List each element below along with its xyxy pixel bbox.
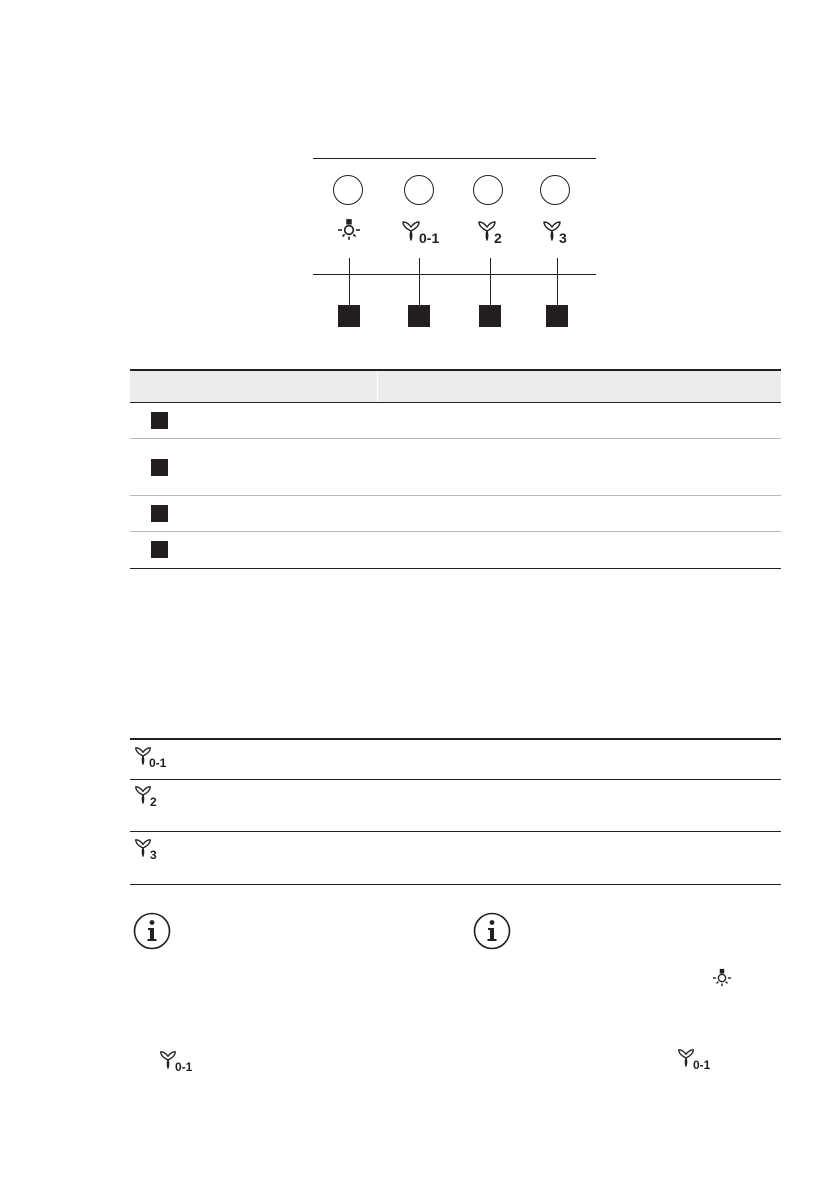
table-top-rule [130,738,781,740]
callout-marker [338,305,360,327]
fan-speed-1-subscript: 0-1 [419,230,440,246]
fan-speed-3-button[interactable] [540,175,570,205]
table-rule [130,831,781,832]
inline-subscript: 0-1 [693,1058,711,1072]
speed-row-subscript: 0-1 [149,756,167,770]
fan-speed-3-subscript: 3 [559,230,567,246]
inline-subscript: 0-1 [175,1060,193,1074]
table-row-marker [151,541,168,558]
table-bottom-rule [130,884,781,885]
table-row-marker [151,505,168,522]
fan-speed-2-subscript: 2 [494,230,502,246]
leader-line [419,258,420,306]
column-divider [377,371,378,402]
speed-row-subscript: 3 [150,848,157,862]
table-rule [130,495,781,496]
leader-line [490,258,491,306]
panel-top-edge [313,158,596,159]
callout-marker [408,305,430,327]
table-rule [130,779,781,780]
callout-marker [479,305,501,327]
table-rule [130,438,781,439]
panel-bottom-edge [313,274,596,275]
table-rule [130,402,781,403]
table-bottom-rule [130,568,781,569]
table-header-row [130,371,781,402]
light-bulb-icon [712,968,732,988]
light-button[interactable] [333,175,363,205]
table-row-marker [151,412,168,429]
light-bulb-icon [337,218,361,242]
speed-row-subscript: 2 [150,795,157,809]
callout-marker [546,305,568,327]
info-icon [133,912,171,950]
table-rule [130,531,781,532]
info-icon [473,912,511,950]
leader-line [557,258,558,306]
fan-speed-2-button[interactable] [473,175,503,205]
leader-line [349,258,350,306]
table-row-marker [151,459,168,476]
fan-speed-1-button[interactable] [404,175,434,205]
